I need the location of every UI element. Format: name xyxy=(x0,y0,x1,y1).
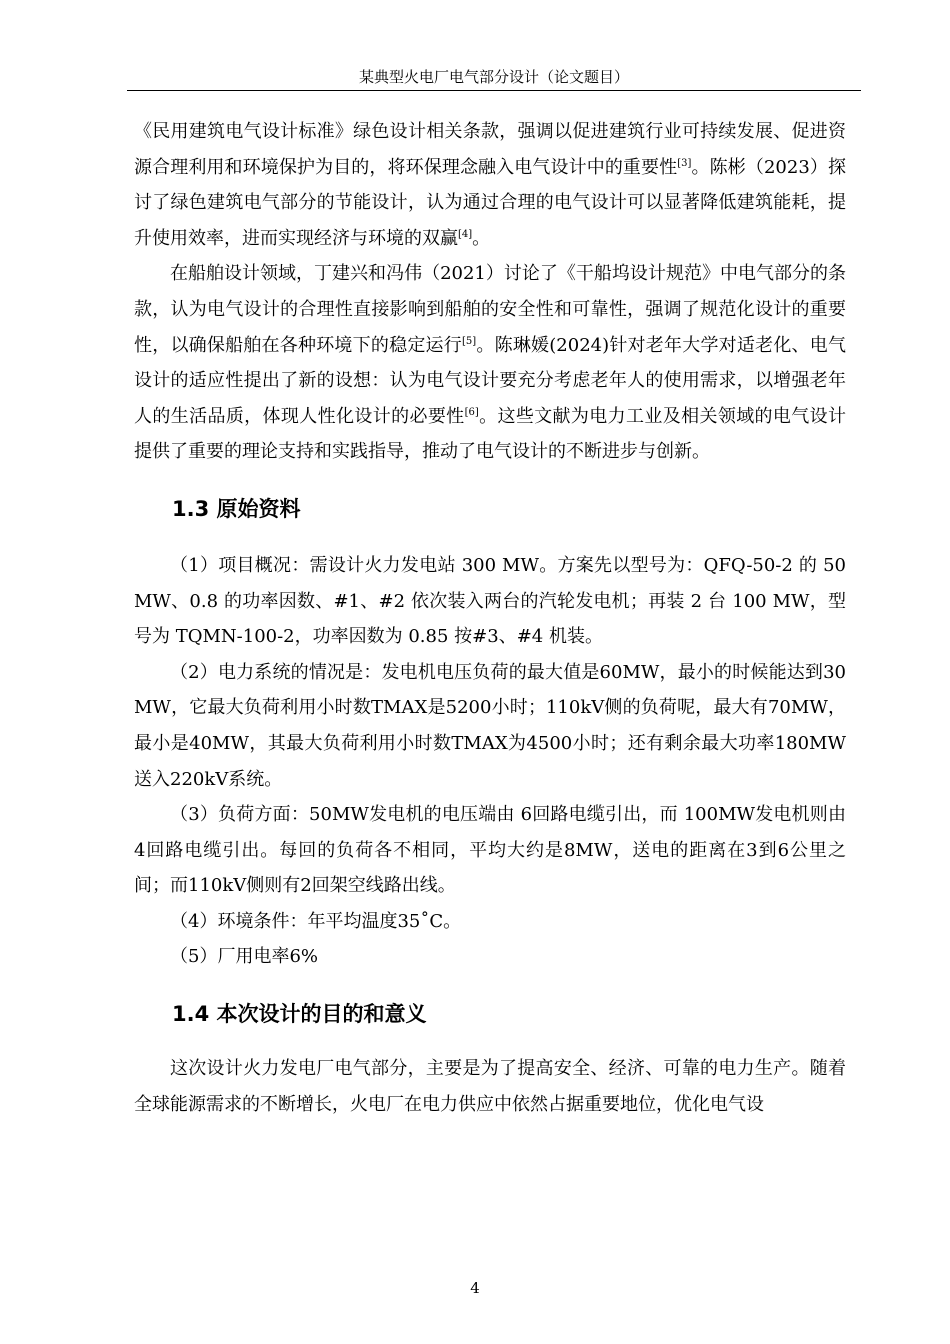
page-body xyxy=(134,114,846,1122)
section-heading-1-4: 1.4 本次设计的目的和意义 xyxy=(172,1002,427,1027)
citation-ref: [6] xyxy=(464,406,479,418)
citation-ref: [4] xyxy=(458,228,473,240)
text-segment: 。 xyxy=(472,227,491,249)
text-segment: 在船舶设计领域，丁建兴和冯伟（2021）讨论了《干船坞设计规范》中电气部分的条款，认为电气设计的合理性直接影响到船舶的安全性和可靠性，强调了规范化设计的重要性，以确保船舶在各种环境下的稳定运行 xyxy=(134,263,846,356)
list-item-load: （3）负荷方面：50MW发电机的电压端由 6回路电缆引出，而 100MW发电机则由 4回路电缆引出。每回的负荷各不相同，平均大约是8MW，送电的距离在3到6公里之间；而110kV侧则有2回架空线路出线。 xyxy=(134,804,846,897)
paragraph-green-building xyxy=(134,114,846,256)
citation-ref: [5] xyxy=(461,335,477,347)
paragraph-purpose: 这次设计火力发电厂电气部分，主要是为了提高安全、经济、可靠的电力生产。随着全球能源需求的不断增长，火电厂在电力供应中依然占据重要地位，优化电气设 xyxy=(134,1058,846,1115)
list-item-project-overview: （1）项目概况：需设计火力发电站 300 MW。方案先以型号为：QFQ-50-2 的 50 MW、0.8 的功率因数、#1、#2 依次装入两台的汽轮发电机；再装 2 台 100 MW，型号为 TQMN-100-2，功率因数为 0.85 按#3、#4 机装。 xyxy=(134,554,846,648)
text-segment: 。这些文献为电力工业及相关领域的电气设计提供了重要的理论支持和实践指导，推动了电气设计的不断进步与创新。 xyxy=(134,405,847,463)
citation-ref: [3] xyxy=(677,157,692,169)
list-item-auxiliary-rate: （5）厂用电率6% xyxy=(170,946,319,968)
section-heading-1-3: 1.3 原始资料 xyxy=(172,496,301,521)
list-item-environment: （4）环境条件：年平均温度35˚C。 xyxy=(170,910,462,932)
text-segment: 《民用建筑电气设计标准》绿色设计相关条款，强调以促进建筑行业可持续发展、促进资源合理利用和环境保护为目的，将环保理念融入电气设计中的重要性 xyxy=(134,121,846,178)
page-number: 4 xyxy=(470,1279,480,1297)
text-segment: 。陈彬（2023）探讨了绿色建筑电气部分的节能设计，认为通过合理的电气设计可以显著降低建筑能耗，提升使用效率，进而实现经济与环境的双赢 xyxy=(134,156,847,249)
header-rule xyxy=(127,90,861,91)
paragraph-ship-design xyxy=(134,256,846,470)
list-item-power-system: （2）电力系统的情况是：发电机电压负荷的最大值是60MW，最小的时候能达到30MW，它最大负荷利用小时数TMAX是5200小时；110kV侧的负荷呢，最大有70MW，最小是40MW，其最大负荷利用小时数TMAX为4500小时；还有剩余最大功率180MW送入220kV系统。 xyxy=(134,661,846,790)
text-segment: 。陈琳媛(2024)针对老年大学对适老化、电气设计的适应性提出了新的设想：认为电气设计要充分考虑老年人的使用需求，以增强老年人的生活品质，体现人性化设计的必要性 xyxy=(134,334,846,427)
running-header: 某典型火电厂电气部分设计（论文题目） xyxy=(358,68,629,86)
